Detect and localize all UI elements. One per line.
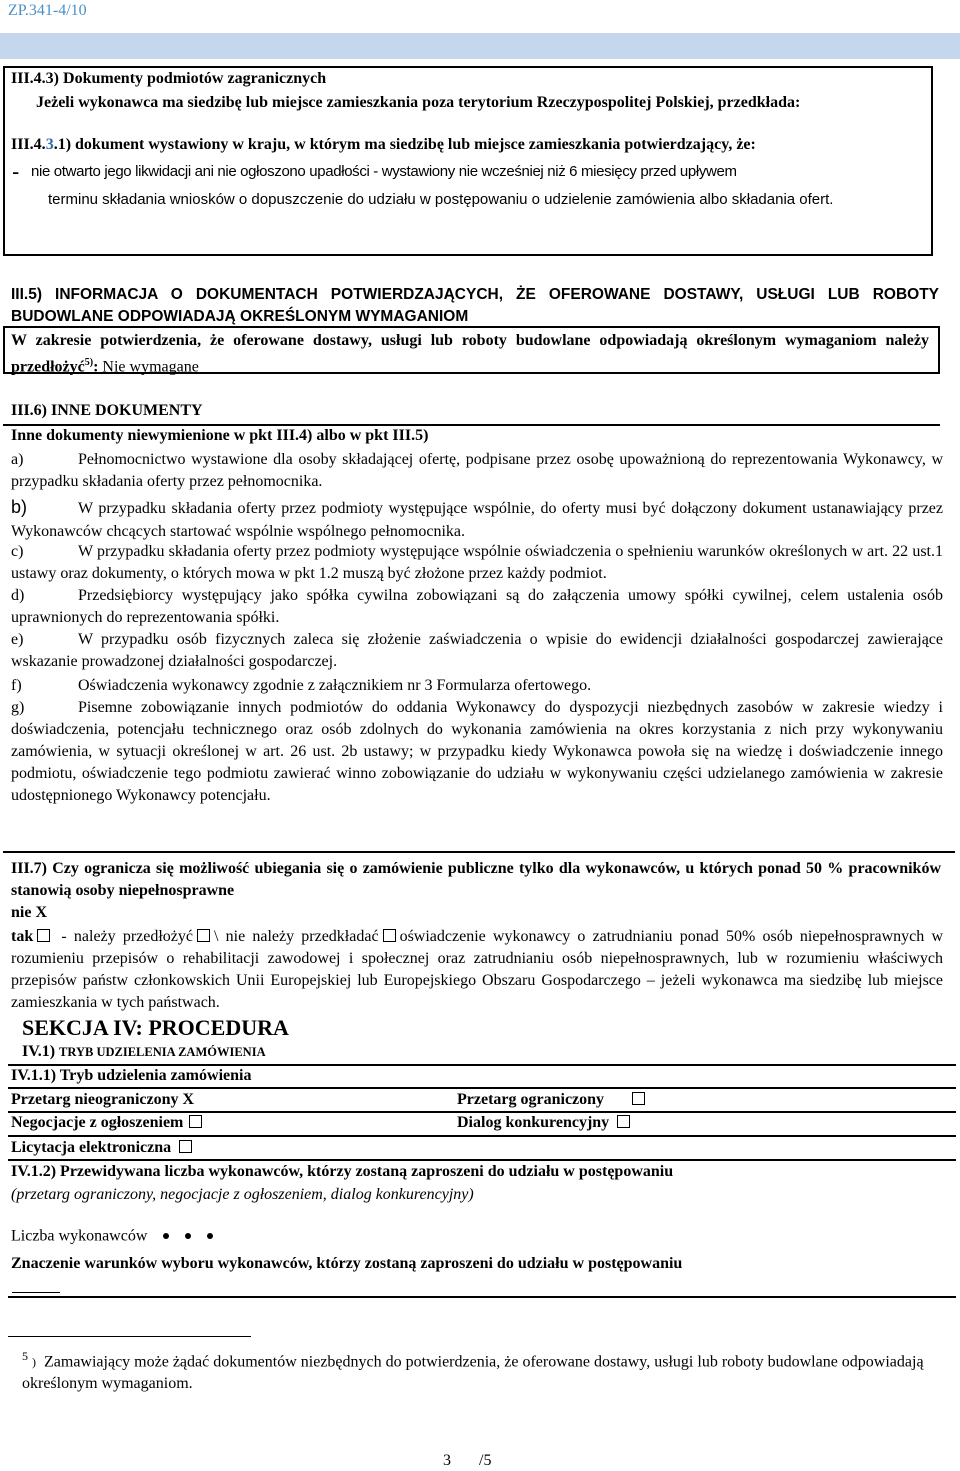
section-iii-7-rule <box>3 851 955 853</box>
mode-licytacja-label: Licytacja elektroniczna <box>11 1139 172 1156</box>
option-1-checkbox[interactable] <box>197 929 210 942</box>
mode-rule-1 <box>8 1111 956 1113</box>
iv-1-prefix: IV.1) <box>22 1043 56 1060</box>
iii-6-item-c <box>11 541 943 585</box>
section-iv-title: SEKCJA IV: PROCEDURA <box>22 1015 289 1040</box>
section-iv-1-2-note: (przetarg ograniczony, negocjacje z ogłoszeniem, dialog konkurencyjny) <box>11 1186 474 1203</box>
iii-6-item-d <box>11 585 943 629</box>
document-reference: ZP.341-4/10 <box>8 2 87 19</box>
licytacja-checkbox[interactable] <box>179 1140 192 1153</box>
section-iv-1-heading <box>22 1043 266 1061</box>
mode-ograniczony-label: Przetarg ograniczony <box>457 1091 605 1108</box>
item-rest: .1) dokument wystawiony w kraju, w którym ma siedzibę lub miejsce zamieszkania potwierdzający, że: <box>53 136 756 153</box>
page-total: /5 <box>479 1452 492 1469</box>
section-iv-1-1-heading: IV.1.1) Tryb udzielenia zamówienia <box>11 1067 252 1084</box>
section-iv-1-2-heading: IV.1.2) Przewidywana liczba wykonawców, którzy zostaną zaproszeni do udziału w postępowaniu <box>11 1163 674 1180</box>
mode-rule-3 <box>8 1159 956 1161</box>
section-iii-5-title: III.5) INFORMACJA O DOKUMENTACH POTWIERDZAJĄCYCH, ŻE OFEROWANE DOSTAWY, USŁUGI LUB ROBOTY BUDOWLANE ODPOWIADAJĄ OKREŚLONYM WYMAGANIOM <box>11 286 939 325</box>
iv-1-title: TRYB UDZIELENIA ZAMÓWIENIA <box>59 1045 266 1059</box>
item-text: W przypadku osób fizycznych zaleca się złożenie zaświadczenia o wpisie do ewidencji działalności gospodarczej zawierające wskazanie prowadzonej działalności gospodarczej. <box>11 631 943 670</box>
bullet-dot-3 <box>207 1233 213 1239</box>
ograniczony-checkbox[interactable] <box>632 1092 645 1105</box>
iii-6-item-b <box>11 496 943 543</box>
section-iii-4-3-item <box>11 136 926 154</box>
section-iii-6-title: III.6) INNE DOKUMENTY <box>11 402 203 419</box>
tak-option-1: - należy przedłożyć <box>61 928 194 945</box>
item-letter: a) <box>11 451 24 468</box>
iii-5-answer: Nie wymagane <box>102 358 199 376</box>
footnote-ref: 5) <box>84 357 94 368</box>
negocjacje-checkbox[interactable] <box>189 1115 202 1128</box>
mode-ograniczony[interactable] <box>457 1091 649 1109</box>
item-text: Oświadczenia wykonawcy zgodnie z załącznikiem nr 3 Formularza ofertowego. <box>78 677 592 694</box>
footnote <box>22 1345 942 1395</box>
section-iv-rule-2 <box>8 1087 956 1089</box>
footnote-text: Zamawiający może żądać dokumentów niezbędnych do potwierdzenia, że oferowane dostawy, usługi lub roboty budowlane odpowiadają określonym wymaganiom. <box>22 1353 924 1393</box>
section-iii-6-subtitle: Inne dokumenty niewymienione w pkt III.4) albo w pkt III.5) <box>11 427 429 444</box>
mode-negocjacje[interactable] <box>11 1114 206 1132</box>
mode-negocjacje-label: Negocjacje z ogłoszeniem <box>11 1114 184 1131</box>
bullet-dash: - <box>12 159 20 184</box>
item-text: Pisemne zobowiązanie innych podmiotów do oddania Wykonawcy do dyspozycji niezbędnych zasobów w zakresie wiedzy i doświadczenia, potencjału technicznego oraz osób zdolnych do wykonania zamówienia na okres korzystania z nich przy wykonywaniu zamówienia, w sytuacji określonej w art. 26 ust. 2b ustawy; w przypadku kiedy Wykonawca powoła się na wiedzę i doświadczenie innego podmiotu, oświadczenie tego podmiotu zawierać winno zobowiązanie do udziału w wykonywaniu części udzielanego zamówienia w zakresie udostępnionego Wykonawcy potencjału. <box>11 699 943 804</box>
header-bar <box>0 33 960 59</box>
item-text: Pełnomocnictwo wystawione dla osoby składającej ofertę, podpisane przez osobę upoważnioną do reprezentowania Wykonawcy, w przypadku składania oferty przez pełnomocnika. <box>11 451 943 490</box>
tak-label: tak <box>11 928 34 945</box>
bullet-dot-2 <box>185 1233 191 1239</box>
mode-nieograniczony-label: Przetarg nieograniczony X <box>11 1091 195 1108</box>
section-iii-4-3-intro: Jeżeli wykonawca ma siedzibę lub miejsce zamieszkania poza terytorium Rzeczypospolitej Polskiej, przedkłada: <box>36 94 801 111</box>
mode-dialog[interactable] <box>457 1114 634 1132</box>
item-text: W przypadku składania oferty przez podmioty występujące wspólnie oświadczenia o spełnieniu warunków określonych w art. 22 ust.1 ustawy oraz dokumenty, o których mowa w pkt 1.2 muszą być złożone przez każdy podmiot. <box>11 543 943 582</box>
section-iii-7-tak <box>11 926 943 1014</box>
footnote-paren: ) <box>32 1355 36 1370</box>
option-2-checkbox[interactable] <box>383 929 396 942</box>
iii-6-item-f <box>11 675 943 697</box>
item-letter: e) <box>11 631 24 648</box>
page-current: 3 <box>443 1452 451 1469</box>
mode-licytacja[interactable] <box>11 1139 196 1157</box>
mode-nieograniczony[interactable] <box>11 1091 194 1109</box>
iii-5-colon: : <box>93 358 99 376</box>
item-text: Przedsiębiorcy występujący jako spółka cywilna zobowiązani są do załączenia umowy spółki cywilnej, celem ustalenia osób uprawnionych do reprezentowania spółki. <box>11 587 943 626</box>
section-iii-5-text <box>11 330 929 378</box>
footnote-mark: 5 <box>22 1349 28 1363</box>
footnote-separator <box>8 1336 251 1337</box>
item-highlight: 3 <box>45 136 54 153</box>
znaczenie-underline <box>12 1292 60 1293</box>
iii-6-item-g <box>11 697 943 807</box>
bullet-rest: terminu składania wniosków o dopuszczenie do udziału w postępowaniu o udzielenie zamówienia albo składania ofert. <box>48 191 834 208</box>
iii-6-item-e <box>11 629 943 673</box>
section-iii-6-rule <box>3 424 940 426</box>
item-letter: d) <box>11 587 25 604</box>
page-number <box>443 1452 491 1470</box>
dialog-checkbox[interactable] <box>617 1115 630 1128</box>
tak-option-2: \ nie należy przedkładać <box>214 928 379 945</box>
section-iii-7-nie: nie X <box>11 904 47 921</box>
section-iv-bottom-rule <box>8 1296 956 1298</box>
section-iv-rule-1 <box>8 1064 956 1066</box>
liczba-wykonawcow <box>11 1227 213 1245</box>
item-letter: g) <box>11 699 25 716</box>
section-iii-4-3-title: III.4.3) Dokumenty podmiotów zagranicznych <box>11 70 327 87</box>
item-letter: f) <box>11 677 22 694</box>
tak-checkbox[interactable] <box>37 929 50 942</box>
iii-5-requirement: W zakresie potwierdzenia, że oferowane dostawy, usługi lub roboty budowlane odpowiadają określonym wymaganiom należy przedłożyć <box>11 332 929 376</box>
iii-6-item-a <box>11 449 943 493</box>
tak-option-3: oświadczenie wykonawcy o zatrudnianiu ponad 50% osób niepełnosprawnych w rozumieniu przepisów o rehabilitacji zawodowej i społecznej oraz zatrudnianiu osób niepełnosprawnych, lub w rozumieniu właściwych przepisów państw członkowskich Unii Europejskiej lub Europejskiego Obszaru Gospodarczego – jeżeli wykonawca ma siedzibę lub miejsce zamieszkania w tych państwach. <box>11 928 944 1011</box>
mode-rule-2 <box>8 1135 956 1137</box>
bullet-dot-1 <box>163 1233 169 1239</box>
item-prefix: III.4. <box>11 136 46 153</box>
mode-dialog-label: Dialog konkurencyjny <box>457 1114 610 1131</box>
item-text: W przypadku składania oferty przez podmioty występujące wspólnie, do oferty musi być dołączony dokument ustanawiający przez Wykonawców chcących startować wspólnie wspólnego pełnomocnika. <box>11 500 943 540</box>
item-letter: c) <box>11 543 24 560</box>
znaczenie-warunkow: Znaczenie warunków wyboru wykonawców, którzy zostaną zaproszeni do udziału w postępowaniu <box>11 1255 683 1272</box>
section-iii-7-title: III.7) Czy ogranicza się możliwość ubiegania się o zamówienie publiczne tylko dla wykonawców, u których ponad 50 % pracowników stanowią osoby niepełnosprawne <box>11 860 941 899</box>
liczba-label: Liczba wykonawców <box>11 1227 148 1245</box>
item-letter: b) <box>11 497 28 517</box>
bullet-line-1: nie otwarto jego likwidacji ani nie ogłoszono upadłości - wystawiony nie wcześniej niż 6 miesięcy przed upływem <box>31 163 737 180</box>
